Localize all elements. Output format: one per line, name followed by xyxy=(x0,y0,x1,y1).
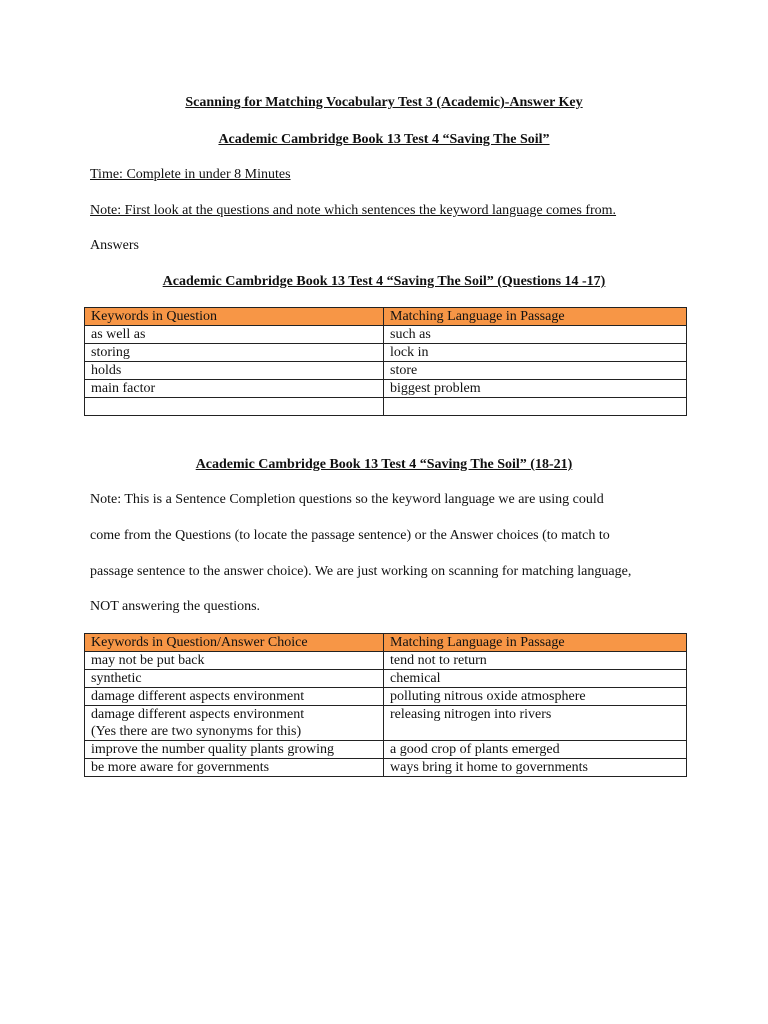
table-row xyxy=(85,344,687,362)
match-cell: ways bring it home to governments xyxy=(384,759,687,777)
keyword-cell: may not be put back xyxy=(85,652,384,670)
column-header: Keywords in Question/Answer Choice xyxy=(85,634,384,652)
keyword-cell: synthetic xyxy=(85,670,384,688)
keyword-cell: main factor xyxy=(85,380,384,398)
note-line: Note: This is a Sentence Completion questions so the keyword language we are using could xyxy=(90,492,604,507)
keyword-cell xyxy=(85,706,384,741)
section1-heading: Academic Cambridge Book 13 Test 4 “Saving The Soil” (Questions 14 -17) xyxy=(162,274,606,289)
table-row xyxy=(85,326,687,344)
column-header: Matching Language in Passage xyxy=(384,634,687,652)
keyword-cell: be more aware for governments xyxy=(85,759,384,777)
section2-heading: Academic Cambridge Book 13 Test 4 “Saving The Soil” (18-21) xyxy=(195,457,573,472)
table-row-empty xyxy=(85,398,687,416)
keyword-cell: damage different aspects environment xyxy=(85,688,384,706)
time-instruction: Time: Complete in under 8 Minutes xyxy=(90,167,291,182)
match-cell: tend not to return xyxy=(384,652,687,670)
note-line: come from the Questions (to locate the passage sentence) or the Answer choices (to match to xyxy=(90,528,610,543)
match-cell: biggest problem xyxy=(384,380,687,398)
keyword-cell: as well as xyxy=(85,326,384,344)
match-cell: releasing nitrogen into rivers xyxy=(384,706,687,741)
answer-table-18-21 xyxy=(84,633,687,777)
match-cell: a good crop of plants emerged xyxy=(384,741,687,759)
match-cell: lock in xyxy=(384,344,687,362)
table-row xyxy=(85,380,687,398)
note-instruction: Note: First look at the questions and note which sentences the keyword language comes from. xyxy=(90,203,617,218)
table-row xyxy=(85,759,687,777)
keyword-cell: holds xyxy=(85,362,384,380)
table-row xyxy=(85,706,687,741)
document-subtitle: Academic Cambridge Book 13 Test 4 “Saving The Soil” xyxy=(218,132,550,147)
table-row xyxy=(85,688,687,706)
answer-table-14-17 xyxy=(84,307,687,416)
match-cell: chemical xyxy=(384,670,687,688)
answers-label: Answers xyxy=(90,238,139,253)
column-header: Matching Language in Passage xyxy=(384,308,687,326)
match-cell: such as xyxy=(384,326,687,344)
table-row xyxy=(85,652,687,670)
document-title: Scanning for Matching Vocabulary Test 3 (Academic)-Answer Key xyxy=(185,95,583,110)
keyword-cell xyxy=(85,398,384,416)
note-line: NOT answering the questions. xyxy=(90,599,261,614)
keyword-cell: storing xyxy=(85,344,384,362)
table-row xyxy=(85,670,687,688)
column-header: Keywords in Question xyxy=(85,308,384,326)
table-row xyxy=(85,741,687,759)
keyword-cell: improve the number quality plants growing xyxy=(85,741,384,759)
match-cell: polluting nitrous oxide atmosphere xyxy=(384,688,687,706)
table-header-row xyxy=(85,634,687,652)
keyword-text: damage different aspects environment xyxy=(91,707,305,722)
table-header-row xyxy=(85,308,687,326)
keyword-subnote: (Yes there are two synonyms for this) xyxy=(91,724,302,739)
match-cell xyxy=(384,398,687,416)
table-row xyxy=(85,362,687,380)
note-line: passage sentence to the answer choice). We are just working on scanning for matching language, xyxy=(90,564,632,579)
match-cell: store xyxy=(384,362,687,380)
